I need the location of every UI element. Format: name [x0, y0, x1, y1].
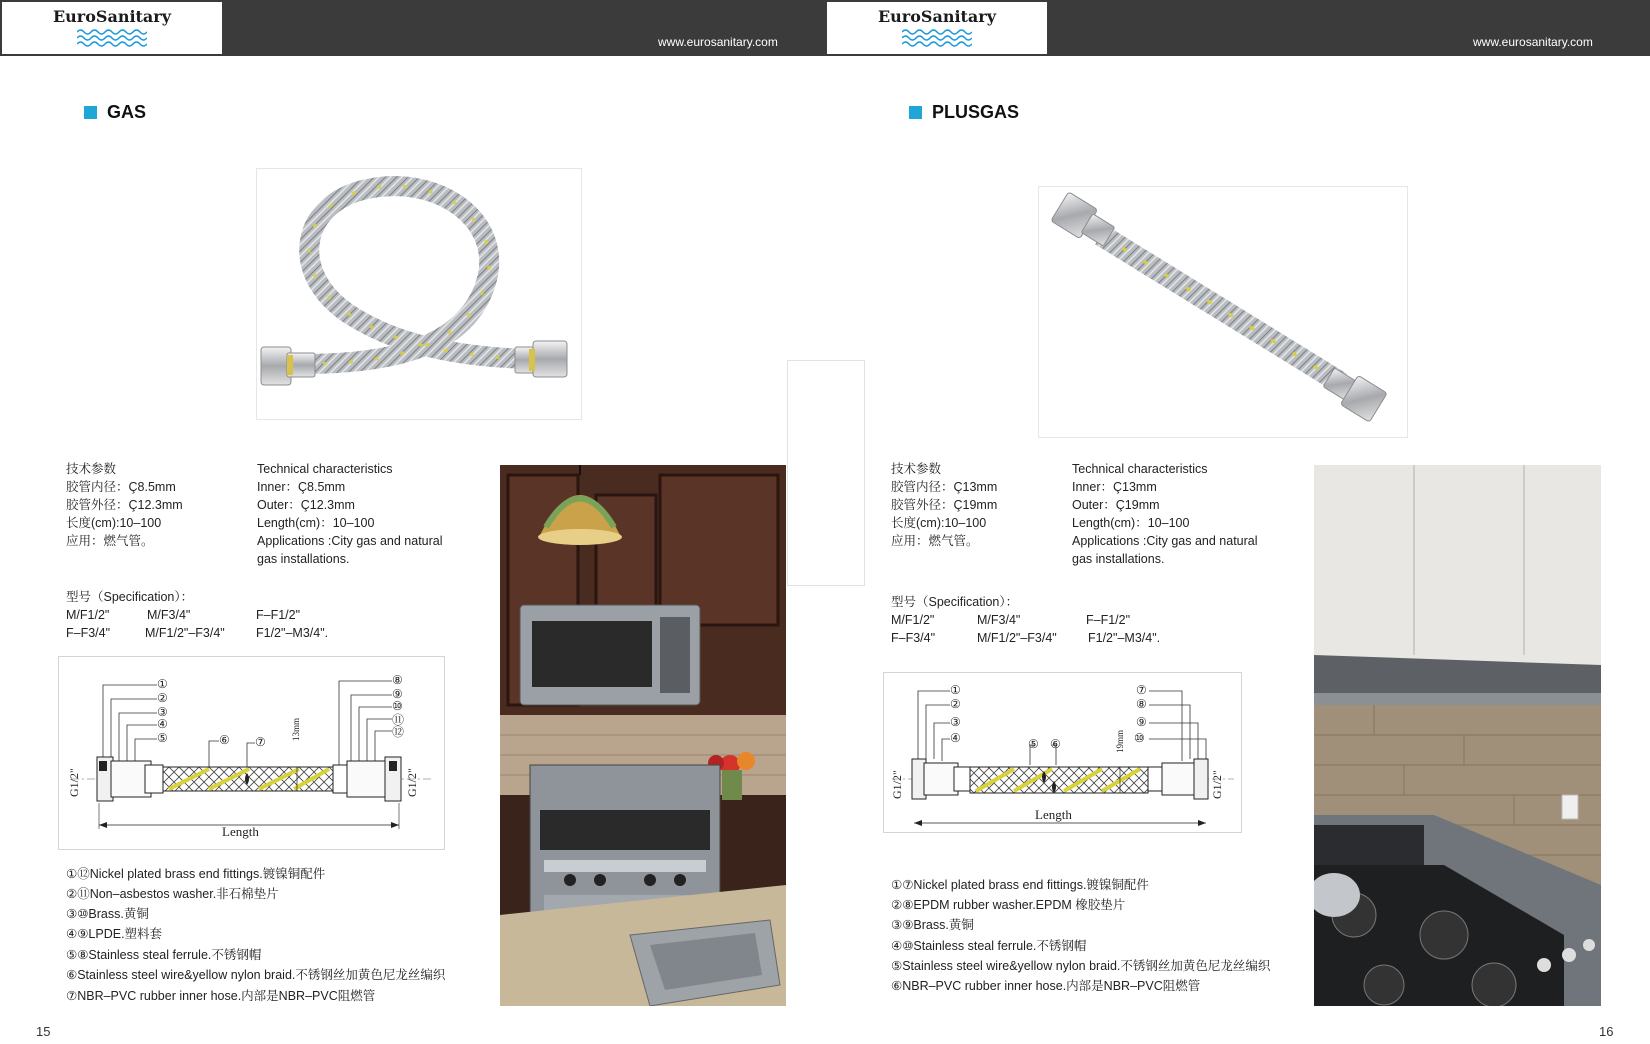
- spec-en-line: Technical characteristics: [1072, 462, 1208, 476]
- spec-cn-line: 胶管外径：Ç19mm: [891, 498, 998, 512]
- callout-label: ⑦: [255, 735, 266, 749]
- spec-en-line: gas installations.: [257, 552, 350, 566]
- callout-label: ①: [157, 677, 168, 691]
- callout-label: ⑩: [1134, 731, 1145, 745]
- part-item: ⑥NBR–PVC rubber inner hose.内部是NBR–PVC阻燃管: [891, 979, 1201, 993]
- callout-label: ①: [950, 683, 961, 697]
- spec-en-line: gas installations.: [1072, 552, 1165, 566]
- spec-cell: F–F1/2": [256, 608, 301, 622]
- callout-label: ⑤: [1028, 737, 1039, 751]
- spec-en-line: Outer：Ç12.3mm: [257, 498, 355, 512]
- spec-cell: F–F3/4": [66, 626, 111, 640]
- callout-label: ⑥: [1050, 737, 1061, 751]
- part-item: ④⑩Stainless steal ferrule.不锈钢帽: [891, 939, 1087, 953]
- part-item: ③⑨Brass.黄铜: [891, 918, 974, 932]
- callout-label: ⑤: [157, 731, 168, 745]
- callout-label: ④: [157, 717, 168, 731]
- brand-name: EuroSanitary: [877, 7, 997, 26]
- spec-cell: M/F1/2": [891, 613, 935, 627]
- part-item: ③⑩Brass.黄铜: [66, 907, 149, 921]
- thread-label-right: G1/2": [1210, 770, 1224, 799]
- spec-cn-line: 技术参数: [66, 462, 117, 476]
- section-title-plusgas: [909, 102, 1019, 123]
- spec-cn-line: 胶管内径：Ç8.5mm: [66, 480, 176, 494]
- site-url-left[interactable]: www.eurosanitary.com: [658, 35, 778, 49]
- callout-label: ③: [157, 705, 168, 719]
- callout-label: ⑦: [1136, 683, 1147, 697]
- length-label: Length: [1035, 807, 1072, 822]
- part-item: ④⑨LPDE.塑料套: [66, 927, 163, 941]
- spec-en-line: Outer：Ç19mm: [1072, 498, 1160, 512]
- callout-label: ⑨: [392, 687, 403, 701]
- spec-en-line: Applications :City gas and natural: [257, 534, 443, 548]
- page-number-left: 15: [36, 1024, 51, 1039]
- spec-heading: 型号（Specification）：: [66, 590, 194, 604]
- part-item: ②⑪Non–asbestos washer.非石棉垫片: [66, 887, 279, 901]
- callout-label: ⑧: [1136, 697, 1147, 711]
- spec-cn-line: 胶管外径：Ç12.3mm: [66, 498, 183, 512]
- diameter-label: 19mm: [1115, 729, 1125, 753]
- spec-heading: 型号（Specification）：: [891, 595, 1019, 609]
- callout-label: ②: [157, 691, 168, 705]
- spec-cn-line: 技术参数: [891, 462, 942, 476]
- brand-logo-right[interactable]: [825, 0, 1049, 56]
- kitchen-photo-right: [1314, 465, 1601, 1006]
- title-square-icon: [909, 106, 922, 119]
- site-url-right[interactable]: www.eurosanitary.com: [1473, 35, 1593, 49]
- spec-cell: F–F3/4": [891, 631, 936, 645]
- section-title-text: GAS: [107, 102, 147, 122]
- part-item: ⑥Stainless steel wire&yellow nylon braid.不锈钢丝加黄色尼龙丝编织: [66, 968, 446, 982]
- kitchen-photo-left: [500, 465, 786, 1006]
- spec-en-line: Length(cm)：10–100: [1072, 516, 1190, 530]
- spec-cell: F1/2"–M3/4".: [256, 626, 329, 640]
- section-title-gas: [84, 102, 146, 123]
- spec-cn-line: 长度(cm):10–100: [891, 516, 987, 530]
- thread-label-left: G1/2": [67, 768, 81, 797]
- spec-cell: M/F3/4": [977, 613, 1021, 627]
- spec-cn-line: 长度(cm):10–100: [66, 516, 162, 530]
- brand-logo-left[interactable]: [0, 0, 224, 56]
- part-item: ⑤⑧Stainless steal ferrule.不锈钢帽: [66, 948, 262, 962]
- spec-en-line: Inner：Ç8.5mm: [257, 480, 346, 494]
- part-item: ①⑦Nickel plated brass end fittings.镀镍铜配件: [891, 878, 1149, 892]
- diameter-label: 13mm: [291, 717, 301, 741]
- callout-label: ⑥: [219, 733, 230, 747]
- callout-label: ⑧: [392, 673, 403, 687]
- wave-logo-icon: [902, 28, 972, 50]
- spec-cell: M/F1/2"–F3/4": [977, 631, 1057, 645]
- callout-label: ③: [950, 715, 961, 729]
- product-photo-gas: [256, 168, 582, 420]
- spec-cell: F–F1/2": [1086, 613, 1131, 627]
- page-number-right: 16: [1599, 1024, 1614, 1039]
- thread-label-left: G1/2": [890, 770, 904, 799]
- spec-cell: M/F3/4": [147, 608, 191, 622]
- thread-label-right: G1/2": [405, 768, 419, 797]
- section-title-text: PLUSGAS: [932, 102, 1020, 122]
- part-item: ⑦NBR–PVC rubber inner hose.内部是NBR–PVC阻燃管: [66, 989, 376, 1003]
- callout-label: ⑫: [392, 725, 405, 739]
- product-photo-plusgas: [1038, 186, 1408, 438]
- spec-cell: F1/2"–M3/4".: [1088, 631, 1161, 645]
- spec-cn-line: 应用：燃气管。: [66, 534, 154, 548]
- callout-label: ⑪: [392, 713, 405, 727]
- spec-cell: M/F1/2": [66, 608, 110, 622]
- spec-en-line: Applications :City gas and natural: [1072, 534, 1258, 548]
- part-item: ②⑧EPDM rubber washer.EPDM 橡胶垫片: [891, 898, 1126, 912]
- spec-cn-line: 胶管内径：Ç13mm: [891, 480, 998, 494]
- callout-label: ②: [950, 697, 961, 711]
- center-blank-panel: [787, 360, 865, 586]
- spec-cn-line: 应用：燃气管。: [891, 534, 979, 548]
- callout-label: ⑨: [1136, 715, 1147, 729]
- spec-en-line: Technical characteristics: [257, 462, 393, 476]
- spec-en-line: Length(cm)：10–100: [257, 516, 375, 530]
- part-item: ①⑫Nickel plated brass end fittings.镀镍铜配件: [66, 867, 326, 881]
- brand-name: EuroSanitary: [52, 7, 172, 26]
- hose-diagram-plusgas: [883, 672, 1242, 833]
- hose-diagram-gas: [58, 656, 445, 850]
- callout-label: ⑩: [392, 699, 403, 713]
- title-square-icon: [84, 106, 97, 119]
- wave-logo-icon: [77, 28, 147, 50]
- length-label: Length: [222, 824, 259, 839]
- spec-cell: M/F1/2"–F3/4": [145, 626, 225, 640]
- callout-label: ④: [950, 731, 961, 745]
- part-item: ⑤Stainless steel wire&yellow nylon braid.不锈钢丝加黄色尼龙丝编织: [891, 959, 1271, 973]
- spec-en-line: Inner：Ç13mm: [1072, 480, 1157, 494]
